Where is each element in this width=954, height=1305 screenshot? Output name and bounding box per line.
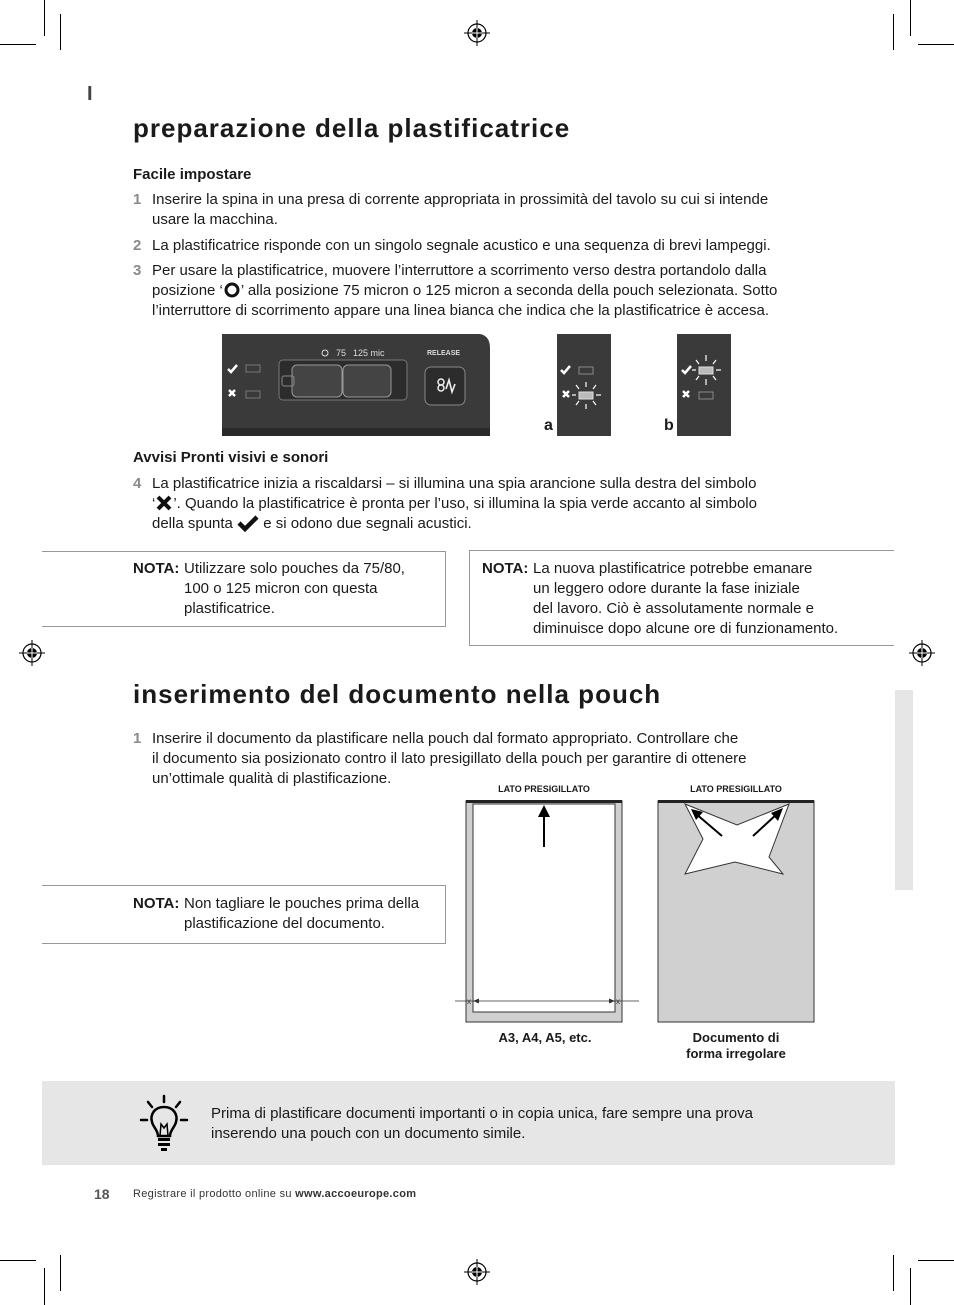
crop-mark [893, 14, 894, 50]
step-item: 1 Inserire la spina in una presa di corrente appropriata in prossimità del tavolo su cui si intende usare la macchina. [133, 191, 769, 228]
crop-mark [918, 1260, 954, 1261]
irregular-pouch-diagram [657, 799, 816, 1025]
power-off-circle-icon [223, 282, 241, 298]
figure-label-a: a [544, 417, 553, 434]
crop-mark [44, 0, 45, 36]
crop-mark [60, 14, 61, 50]
svg-text:75: 75 [336, 348, 347, 358]
footer-text: Registrare il prodotto online su www.accoeurope.com [133, 1188, 417, 1200]
crop-mark [60, 1255, 61, 1291]
svg-text:x: x [616, 997, 620, 1006]
pouch-top-label: LATO PRESIGILLATO [690, 784, 782, 794]
figure-label-b: b [664, 417, 674, 434]
step-item: 1 Inserire il documento da plastificare nella pouch dal formato appropriato. Controllare che il documento sia posizionato contro il lato presigillato della pouch per garantire di ottenere un’ottimale qualità di plastificazione. [133, 730, 747, 787]
step-item: 2 La plastificatrice risponde con un singolo segnale acustico e una sequenza di brevi lampeggi. [133, 237, 771, 254]
registration-mark-icon [464, 1259, 490, 1285]
svg-text:x: x [467, 997, 471, 1006]
crop-mark [0, 1260, 36, 1261]
crop-mark [893, 1255, 894, 1291]
crop-mark [910, 1268, 911, 1305]
pouch-top-label: LATO PRESIGILLATO [498, 784, 590, 794]
registration-mark-icon [909, 640, 935, 666]
pouch-caption: Documento di forma irregolare [686, 1030, 786, 1061]
indicator-detail-a [557, 334, 611, 436]
subheading: Facile impostare [133, 166, 252, 183]
registration-mark-icon [464, 20, 490, 46]
control-panel-illustration [222, 334, 492, 436]
cross-icon [155, 494, 173, 512]
side-tab [895, 690, 913, 890]
step-item: 3 Per usare la plastificatrice, muovere l’interruttore a scorrimento verso destra portandolo dalla posizione ‘ ’ alla posizione 75 micron o 125 micron a seconda della pouch selezionata. Sotto l’interruttore di scorrimento appare una linea bianca che indica che la plastificatrice è accesa. [133, 262, 778, 319]
crop-mark [918, 44, 954, 45]
standard-pouch-diagram [455, 797, 640, 1027]
lightbulb-icon [139, 1094, 189, 1152]
section-title: preparazione della plastificatrice [133, 113, 571, 143]
crop-mark [0, 44, 36, 45]
checkmark-icon [237, 514, 259, 532]
footer-url-link[interactable]: www.accoeurope.com [295, 1188, 417, 1200]
crop-mark [910, 0, 911, 36]
pouch-caption: A3, A4, A5, etc. [498, 1030, 592, 1045]
indicator-detail-b [677, 334, 731, 436]
subheading: Avvisi Pronti visivi e sonori [133, 449, 329, 466]
svg-text:125 mic: 125 mic [353, 348, 385, 358]
crop-mark [44, 1268, 45, 1305]
registration-mark-icon [19, 640, 45, 666]
tip-text: Prima di plastificare documenti importanti o in copia unica, fare sempre una prova inserendo una pouch con un documento simile. [211, 1105, 753, 1142]
page-number: 18 [94, 1186, 110, 1202]
svg-text:RELEASE: RELEASE [427, 350, 461, 357]
section-marker: I [87, 83, 93, 105]
step-item: 4 La plastificatrice inizia a riscaldarsi – si illumina una spia arancione sulla destra del simbolo ‘ ’. Quando la plastificatrice è pronta per l’uso, si illumina la spia verde accanto al simbolo della spunta e si odono due segnali acustici. [133, 475, 757, 532]
section-title: inserimento del documento nella pouch [133, 679, 662, 709]
